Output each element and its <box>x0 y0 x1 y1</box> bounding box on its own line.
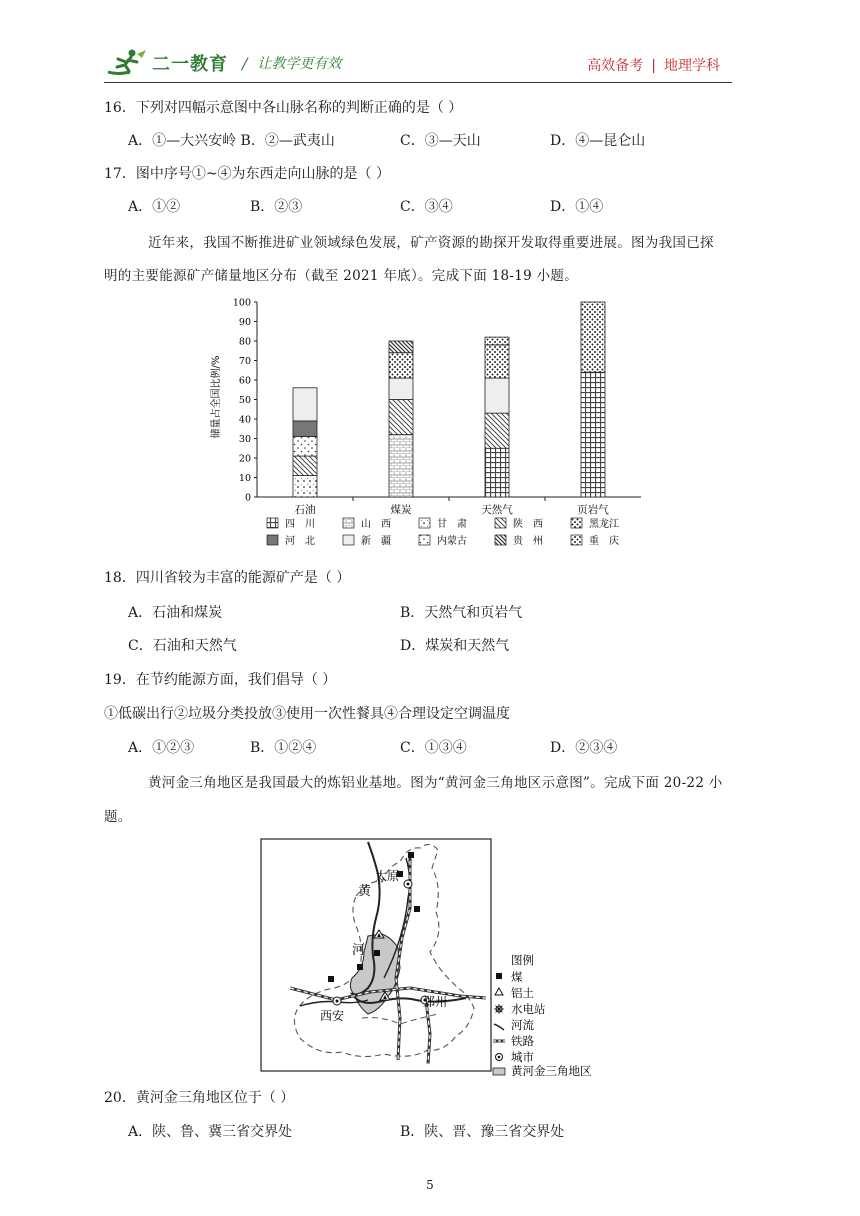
bar-segment <box>293 456 317 476</box>
legend-river-icon <box>494 1024 504 1030</box>
x-tick-label: 石油 <box>294 504 316 516</box>
bar-segment <box>485 378 509 413</box>
map-legend-river: 河流 <box>511 1018 534 1032</box>
city-taiyuan-icon <box>404 880 412 888</box>
header-tag-subject: 地理学科 <box>664 58 720 74</box>
y-tick-label: 20 <box>238 453 251 465</box>
q17-option-b: B．②③ <box>250 199 303 215</box>
legend-swatch <box>571 535 582 545</box>
q18-option-d: D．煤炭和天然气 <box>400 638 510 654</box>
q18-option-c: C．石油和天然气 <box>128 638 237 654</box>
brand-logo <box>104 46 341 80</box>
legend-label: 内蒙古 <box>437 536 467 547</box>
label-he: 河 <box>352 943 366 958</box>
legend-label: 贵 州 <box>513 536 543 547</box>
legend-bauxite-icon <box>495 988 503 995</box>
label-zhengzhou: 郑州 <box>423 995 448 1009</box>
y-tick-label: 90 <box>238 317 251 328</box>
coal-icon <box>357 964 363 970</box>
bar-segment <box>485 448 509 497</box>
map-legend-title: 图例 <box>511 953 534 967</box>
header-tag-exam: 高效备考 <box>587 58 644 74</box>
legend-label: 四 川 <box>285 519 315 530</box>
header-subject <box>587 55 720 75</box>
intro2-line1: 黄河金三角地区是我国最大的炼铝业基地。图为“黄河金三角地区示意图”。完成下面 20-22 小 <box>148 775 723 791</box>
legend-swatch <box>495 518 506 528</box>
legend-label: 重 庆 <box>589 536 619 547</box>
intro1-line2: 明的主要能源矿产储量地区分布（截至 2021 年底）。完成下面 18-19 小题。 <box>104 268 578 284</box>
legend-label: 河 北 <box>285 536 315 547</box>
q19-option-b: B．①②④ <box>250 740 317 756</box>
legend-label: 陕 西 <box>513 519 543 530</box>
q19-stem: 19．在节约能源方面，我们倡导（ ） <box>104 672 337 688</box>
yellow-river-triangle-map <box>260 838 600 1076</box>
q17-option-a: A．①② <box>128 199 181 215</box>
q16-stem: 16．下列对四幅示意图中各山脉名称的判断正确的是（ ） <box>104 100 463 116</box>
legend-hydro-icon <box>494 1004 504 1014</box>
q17-stem: 17．图中序号①~④为东西走向山脉的是（ ） <box>104 166 390 182</box>
map-legend-coal: 煤 <box>511 970 523 984</box>
brand-slogan: 让教学更有效 <box>257 56 342 72</box>
intro1-line1: 近年来，我国不断推进矿业领域绿色发展，矿产资源的勘探开发取得重要进展。图为我国已探 <box>148 235 714 251</box>
bar-segment <box>293 476 317 497</box>
map-legend-city: 城市 <box>511 1050 534 1064</box>
legend-city-icon <box>496 1054 503 1061</box>
page-number: 5 <box>426 1178 434 1192</box>
q19-option-a: A．①②③ <box>128 740 195 756</box>
bar-stacks <box>293 302 605 497</box>
city-xian-icon <box>333 997 341 1005</box>
bar-segment <box>293 421 317 437</box>
brand-name: 二一教育 <box>152 54 228 75</box>
q20-option-b: B．陕、晋、豫三省交界处 <box>400 1124 565 1140</box>
y-tick-label: 80 <box>238 336 251 348</box>
x-tick-label: 天然气 <box>481 504 513 516</box>
y-tick-label: 50 <box>238 395 251 406</box>
legend-swatch <box>419 518 430 528</box>
bar-segment <box>389 378 413 399</box>
label-xian: 西安 <box>320 1009 345 1023</box>
y-tick-label: 40 <box>238 414 251 426</box>
map-legend-bauxite: 铝土 <box>511 986 534 1000</box>
bar-segment <box>485 345 509 378</box>
intro2-line2: 题。 <box>104 809 132 825</box>
legend-label: 甘 肃 <box>437 519 467 530</box>
bar-segment <box>389 353 413 378</box>
slogan-divider: / <box>242 53 248 73</box>
bar-segment <box>581 372 605 497</box>
legend-label: 新 疆 <box>361 536 391 547</box>
q18-option-a: A．石油和煤炭 <box>128 605 223 621</box>
y-tick-label: 70 <box>238 356 251 367</box>
legend-swatch <box>343 518 354 528</box>
y-tick-label: 100 <box>232 297 251 309</box>
q16-option-a: A．①—大兴安岭 B．②—武夷山 <box>128 133 335 149</box>
q18-option-b: B．天然气和页岩气 <box>400 605 523 621</box>
bar-segment <box>389 400 413 435</box>
legend-swatch <box>571 518 582 528</box>
legend-swatch <box>419 535 430 545</box>
legend-label: 山 西 <box>361 519 391 530</box>
x-tick-label: 页岩气 <box>577 504 609 516</box>
bar-segment <box>485 337 509 345</box>
q17-option-c: C．③④ <box>400 199 453 215</box>
legend-swatch <box>495 535 506 545</box>
q19-statements: ①低碳出行②垃圾分类投放③使用一次性餐具④合理设定空调温度 <box>104 706 510 722</box>
q16-option-d: D．④—昆仑山 <box>550 133 646 149</box>
chart-legend <box>267 517 619 547</box>
header-separator: | <box>651 58 656 74</box>
coal-icon <box>374 950 380 956</box>
legend-swatch <box>267 518 278 528</box>
legend-swatch <box>267 535 278 545</box>
map-legend-hydro: 水电站 <box>511 1002 546 1016</box>
q18-stem: 18．四川省较为丰富的能源矿产是（ ） <box>104 570 351 586</box>
bar-segment <box>581 302 605 372</box>
y-tick-label: 0 <box>244 492 251 504</box>
q16-option-c: C．③—天山 <box>400 133 481 149</box>
bar-segment <box>293 437 317 457</box>
header-rule <box>104 82 732 83</box>
bar-segment <box>485 413 509 448</box>
energy-reserve-chart <box>205 292 645 562</box>
bar-segment <box>389 435 413 497</box>
q19-option-d: D．②③④ <box>550 740 618 756</box>
y-tick-label: 60 <box>238 375 251 387</box>
map-legend-region: 黄河金三角地区 <box>511 1064 592 1076</box>
legend-region-icon <box>493 1068 505 1075</box>
label-taiyuan: 太原 <box>375 869 400 883</box>
legend-coal-icon <box>496 973 502 979</box>
x-axis-labels <box>295 503 610 516</box>
coal-icon <box>328 976 334 982</box>
label-huang: 黄 <box>358 884 372 899</box>
bar-segment <box>389 341 413 353</box>
coal-icon <box>408 852 414 858</box>
bar-segment <box>293 388 317 421</box>
legend-label: 黑龙江 <box>589 519 619 530</box>
q20-option-a: A．陕、鲁、冀三省交界处 <box>128 1124 293 1140</box>
x-tick-label: 煤炭 <box>390 504 412 516</box>
q20-stem: 20．黄河金三角地区位于（ ） <box>104 1090 295 1106</box>
runner-logo-icon <box>104 48 148 78</box>
q17-option-d: D．①④ <box>550 199 604 215</box>
y-tick-label: 30 <box>238 434 251 445</box>
coal-icon <box>414 906 420 912</box>
y-axis-label: 储量占全国比例/% <box>211 355 222 439</box>
y-tick-label: 10 <box>238 473 251 484</box>
legend-swatch <box>343 535 354 545</box>
q19-option-c: C．①③④ <box>400 740 467 756</box>
map-legend-railway: 铁路 <box>511 1034 534 1048</box>
